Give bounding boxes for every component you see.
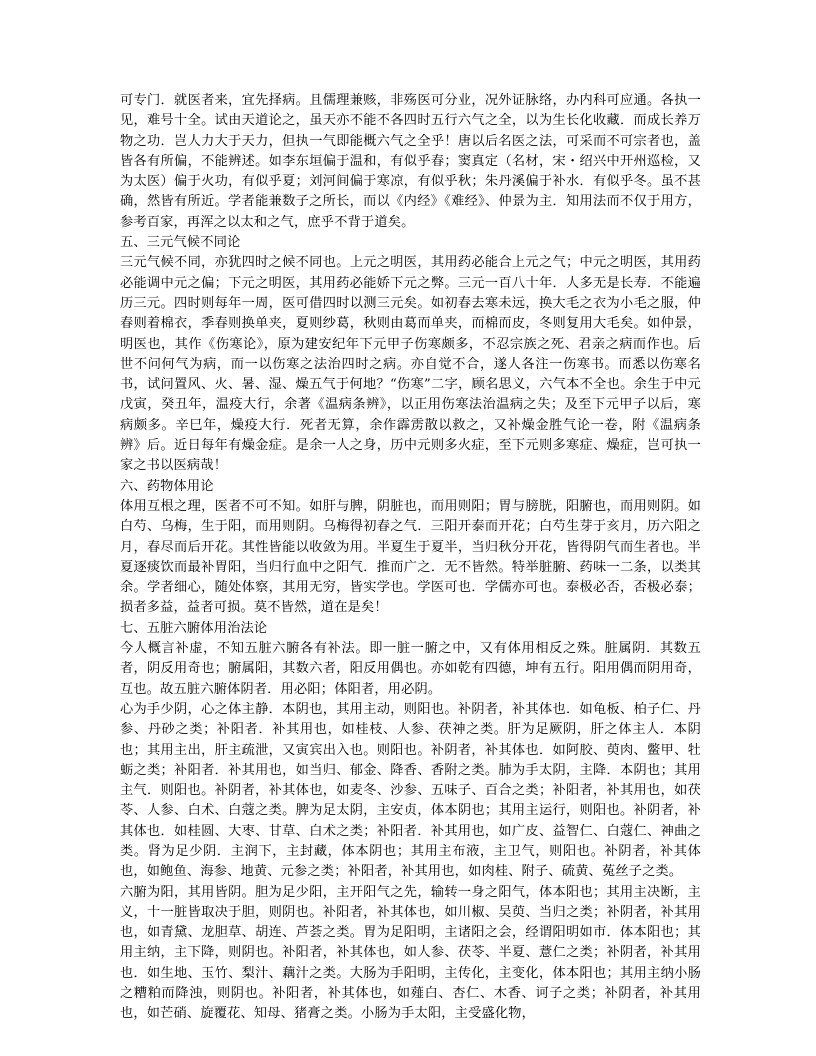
section-wuzang [120, 619, 701, 1025]
section-heading: 六、药物体用论 [120, 478, 214, 494]
document-page [120, 91, 701, 1025]
intro-paragraph: 可专门．就医者来，宜先择病。且儒理兼赅，非殇医可分业，况外证脉络，办内科可应通。各执一见，难号十全。试由天道论之，虽天亦不能不各四时五行六气之全，以为生长化收藏．而成长养万物之功．岂人力大于天力，但执一气即能概六气之全乎！唐以后名医之法，可采而不可宗者也，盖皆各有所偏，不能辨述。如李东垣偏于温和，有似乎春；窦真定（名材，宋・绍兴中开州巡检，又为太医）偏于火功，有似乎夏；刘河间偏于寒凉，有似乎秋；朱丹溪偏于补水．有似乎冬。虽不甚确，然皆有所近。学者能兼数子之所长，而以《内经》《难经》、仲景为主．知用法而不仅于用方，参考百家，再浑之以太和之气，庶乎不背于道矣。 [120, 93, 701, 230]
section-paragraph: 体用互根之理，医者不可不知。如肝与脾，阴脏也，而用则阳；胃与膀胱，阳腑也，而用则阴。如白芍、乌梅，生于阳，而用则阴。乌梅得初春之气．三阳开泰而开花；白芍生芽于亥月，历六阳之月，春尽而后开花。其性皆能以收敛为用。半夏生于夏半，当归秋分开花，皆得阴气而生者也。半夏逐痰饮而最补胃阳，当归行血中之阳气．推而广之．无不皆然。特举脏腑、药味一二条，以类其余。学者细心，随处体察，其用无穷，皆实学也。学医可也．学儒亦可也。泰极必否，否极必泰；损者多益，益者可损。莫不皆然，道在是矣！ [120, 498, 701, 616]
section-paragraph: 三元气候不同，亦犹四时之候不同也。上元之明医，其用药必能合上元之气；中元之明医，其用药必能调中元之偏；下元之明医，其用药必能娇下元之弊。三元一百八十年．人多无是长寿．不能遍历三元。四时则每年一周，医可借四时以测三元矣。如初春去寒未远，换大毛之衣为小毛之服，仲春则着棉衣，季春则换单夹，夏则纱葛，秋则由葛而单夹，而棉而皮，冬则复用大毛矣。如仲景，明医也，其作《伤寒论》，原为建安纪年下元甲子伤寒颇多，不忍宗族之死、君亲之病而作也。后世不问何气为病，而一以伤寒之法治四时之病。亦自觉不合，遂人各注一伤寒书。而悉以伤寒名书，试问置风、火、暑、湿、燥五气于何地？“伤寒”二字，顾名思义，六气本不全也。余生于中元戊寅，癸丑年，温疫大行，余著《温病条辨》，以正用伤寒法治温病之失；及至下元甲子以后，寒病颇多。辛巳年，燥疫大行．死者无算，余作霹雳散以救之，又补燥金胜气论一卷，附《温病条辨》后。近日每年有燥金症。是余一人之身，历中元则多火症，至下元则多寒症、燥症，岂可执一家之书以医病哉！ [120, 255, 701, 474]
section-heading: 五、三元气候不同论 [120, 235, 241, 251]
section-sanyuan [120, 233, 701, 477]
section-paragraph: 今人概言补虚，不知五脏六腑各有补法。即一脏一腑之中，又有体用相反之殊。脏属阴．其数五者，阴反用奇也；腑属阳，其数六者，阳反用偶也。亦如乾有四德，坤有五行。阳用偶而阴用奇，互也。故五脏六腑体阴者．用必阳；体阳者，用必阴。 [120, 641, 701, 697]
section-paragraph: 六腑为阳，其用皆阴。胆为足少阳，主开阳气之先，输转一身之阳气，体本阳也；其用主决断，主义，十一脏皆取决于胆，则阴也。补阳者，补其体也，如川椒、吴萸、当归之类；补阴者，补其用也，如青黛、龙胆草、胡连、芦荟之类。胃为足阳明，主诸阳之会，经谓阳明如市．体本阳也；其用主纳，主下降，则阴也。补阳者，补其体也，如人参、茯苓、半夏、薏仁之类；补阴者，补其用也．如生地、玉竹、梨汁、藕汁之类。大肠为手阳明，主传化，主变化，体本阳也；其用主纳小肠之糟粕而降浊，则阴也。补阳者，补其体也，如薤白、杏仁、木香、诃子之类；补阴者，补其用也，如芒硝、旋覆花、知母、猪膏之类。小肠为手太阳，主受盛化物， [120, 884, 701, 1022]
section-heading: 七、五脏六腑体用治法论 [120, 620, 268, 636]
section-yaowu [120, 477, 701, 619]
section-paragraph: 心为手少阴，心之体主静．本阴也，其用主动，则阳也。补阴者，补其体也．如龟板、柏子仁、丹参、丹砂之类；补阳者．补其用也，如桂枝、人参、茯神之类。肝为足厥阴，肝之体主人．本阴也；其用主出，肝主疏泄，又寅宾出入也。则阳也。补阴者，补其体也．如阿胶、萸肉、鳖甲、牡蛎之类；补阳者．补其用也，如当归、郁金、降香、香附之类。肺为手太阴，主降．本阴也；其用主气．则阳也。补阴者，补其体也，如麦冬、沙参、五味子、百合之类；补阳者，补其用也，如茯苓、人参、白术、白蔻之类。脾为足太阴，主安贞，体本阴也；其用主运行，则阳也。补阴者，补其体也．如桂圆、大枣、甘草、白术之类；补阳者．补其用也，如广皮、益智仁、白蔻仁、神曲之类。肾为足少阴．主润下，主封藏，体本阴也；其用主布液，主卫气，则阳也。补阴者，补其体也，如鲍鱼、海参、地黄、元参之类；补阳者，补其用也，如肉桂、附子、硫黄、菟丝子之类。 [120, 701, 701, 880]
